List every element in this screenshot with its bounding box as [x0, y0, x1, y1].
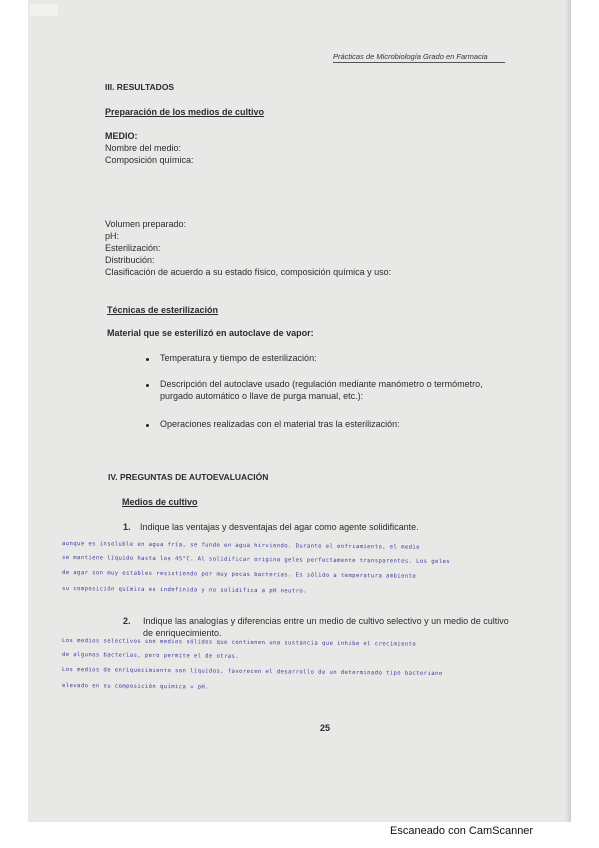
bullet-2: [146, 384, 149, 387]
running-header: Prácticas de Microbiología Grado en Farmacia: [333, 52, 488, 61]
field-distribucion: Distribución:: [105, 255, 155, 265]
answer-1-line-2: se mantiene líquido hasta los 45°C. Al solidificar origina geles perfectamente transparentes. Los geles: [61, 555, 451, 566]
answer-1-line-4: su composición química es indefinida y no solidifica a pH neutro.: [61, 586, 307, 595]
field-nombre-medio: Nombre del medio:: [105, 143, 182, 153]
page-edge-shadow: [565, 0, 571, 822]
bullet-2-text-line2: purgado automático o llave de purga manual, etc.):: [160, 391, 364, 401]
bullet-2-text-line1: Descripción del autoclave usado (regulación mediante manómetro o termómetro,: [160, 379, 483, 389]
question-2-number: 2.: [123, 616, 131, 626]
camscanner-footer: Escaneado con CamScanner: [390, 825, 534, 837]
scanned-page: [28, 0, 571, 822]
field-volumen: Volumen preparado:: [105, 219, 187, 229]
question-1-number: 1.: [123, 522, 131, 532]
field-clasificacion: Clasificación de acuerdo a su estado físico, composición química y uso:: [105, 267, 392, 277]
section-iv-heading: IV. PREGUNTAS DE AUTOEVALUACIÓN: [108, 472, 269, 482]
header-rule: [333, 62, 505, 63]
culture-media-subheading: Medios de cultivo: [122, 497, 198, 507]
scan-corner-mark: [30, 4, 58, 16]
answer-2-line-3: Los medios de enriquecimiento son líquidos, favorecen el desarrollo de un determinado tipo bacteriano: [61, 667, 443, 677]
field-ph: pH:: [105, 231, 120, 241]
answer-2-line-2: de algunos bacterias, pero permite el de otras.: [61, 652, 240, 660]
bullet-3: [146, 424, 149, 427]
question-2-text-line1: Indique las analogías y diferencias entre un medio de cultivo selectivo y un medio de cultivo: [143, 616, 509, 626]
field-esterilizacion: Esterilización:: [105, 243, 161, 253]
question-1-text: Indique las ventajas y desventajas del agar como agente solidificante.: [140, 522, 419, 532]
bullet-1-text: Temperatura y tiempo de esterilización:: [160, 353, 317, 363]
answer-1-line-3: de agar son muy estables resistiendo por muy pocas bacterias. Es sólido a temperatura ambiente: [61, 570, 417, 580]
answer-1-line-1: aunque es insoluble en agua fría, se funde en agua hirviendo. Durante el enfriamiento, el medio: [61, 541, 420, 551]
answer-2-line-1: Los medios selectivos son medios sólidos que contienen una sustancia que inhibe el crecimiento: [61, 638, 417, 648]
section-iii-heading: III. RESULTADOS: [105, 82, 175, 92]
medio-label: MEDIO:: [105, 131, 138, 141]
bullet-1: [146, 358, 149, 361]
question-2-text-line2: de enriquecimiento.: [143, 628, 222, 638]
field-composicion-quimica: Composición química:: [105, 155, 194, 165]
bullet-3-text: Operaciones realizadas con el material tras la esterilización:: [160, 419, 400, 429]
media-preparation-subheading: Preparación de los medios de cultivo: [105, 107, 265, 117]
autoclave-material-heading: Material que se esterilizó en autoclave de vapor:: [107, 328, 314, 338]
page-number: 25: [320, 723, 331, 733]
sterilization-techniques-subheading: Técnicas de esterilización: [107, 305, 219, 315]
answer-2-line-4: elevado en su composición química = pH.: [61, 683, 209, 691]
